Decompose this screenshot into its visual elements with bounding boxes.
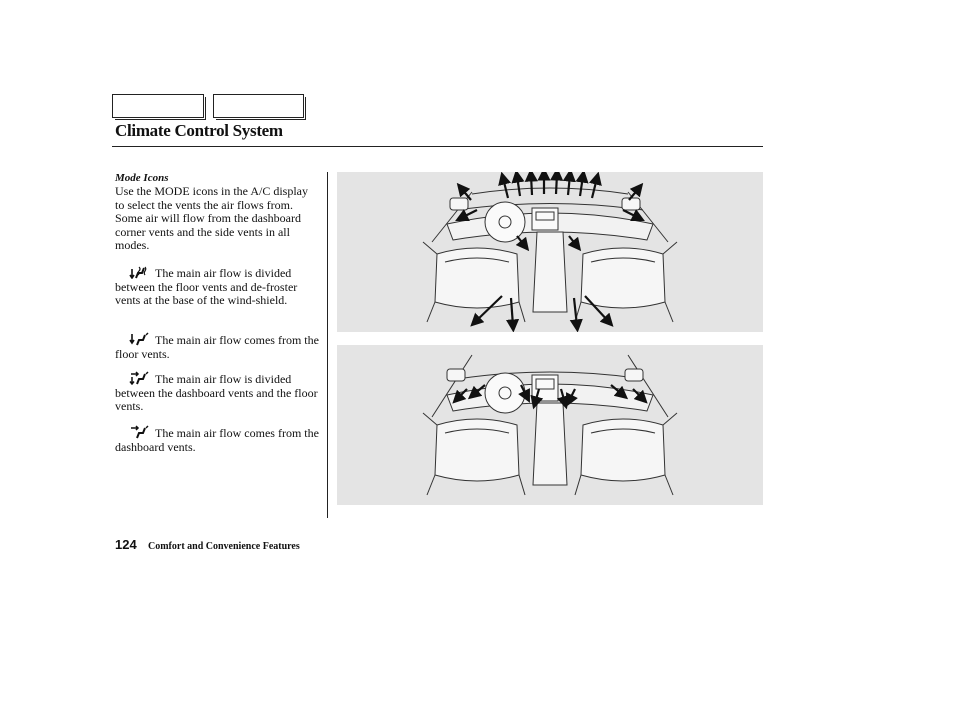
page-title: Climate Control System — [115, 121, 283, 140]
mode-item-floor-defrost — [115, 265, 319, 308]
dashboard-vent-airflow-illustration — [337, 345, 763, 505]
floor-defrost-airflow-illustration — [337, 172, 763, 332]
chapter-tab-left — [112, 94, 204, 118]
mode-item-bilevel-text: The main air flow is divided between the dashboard vents and the floor vents. — [115, 372, 318, 413]
floor-defrost-mode-icon — [115, 265, 155, 279]
mode-item-dashboard — [115, 425, 319, 454]
mode-item-floor — [115, 332, 319, 361]
mode-icons-intro: Use the MODE icons in the A/C display to select the vents the air flows from. Some air will flow from the dashboard corner vents and the side vents in all modes. — [115, 184, 308, 252]
bi-level-mode-icon — [115, 371, 155, 385]
mode-item-floor-text: The main air flow comes from the floor vents. — [115, 333, 319, 361]
section-name: Comfort and Convenience Features — [148, 541, 300, 552]
page-number: 124 — [115, 537, 137, 552]
dashboard-vent-mode-icon — [115, 425, 155, 439]
floor-mode-icon — [115, 332, 155, 346]
chapter-tab-right — [213, 94, 304, 118]
title-rule — [112, 146, 763, 147]
mode-item-floor-defrost-text: The main air flow is divided between the floor vents and de-froster vents at the base of the wind-shield. — [115, 266, 298, 307]
mode-item-bilevel — [115, 371, 319, 414]
column-divider — [327, 172, 328, 518]
mode-item-dashboard-text: The main air flow comes from the dashboard vents. — [115, 426, 319, 454]
mode-icons-heading: Mode Icons — [115, 172, 169, 184]
